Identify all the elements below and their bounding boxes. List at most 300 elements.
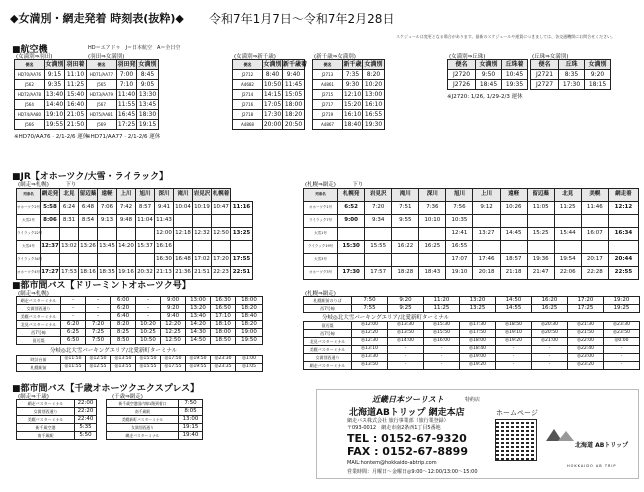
- column-header: 丘珠: [559, 60, 585, 70]
- table-cell: 19:15: [179, 424, 203, 432]
- table-cell: A4682: [233, 80, 263, 90]
- table-cell: 17:25: [117, 120, 136, 128]
- shop-address: 〒093-0012 網走市南2条西1丁目5番地: [347, 425, 441, 431]
- table-cell: [174, 215, 193, 228]
- column-header: 滝川: [392, 189, 419, 202]
- jr-down-caption: (網走⇒札幌) 下り: [18, 182, 77, 188]
- table-header-row: [17, 189, 253, 202]
- table-cell: 19:30: [363, 120, 385, 130]
- table-cell: [117, 228, 136, 241]
- table-cell: 8:20: [111, 321, 136, 329]
- table-cell: 12:10: [343, 90, 362, 98]
- table-cell: 美幌バスターミナル: [17, 416, 75, 424]
- airline-okadama-in-caption: (丘珠⇒女満別): [532, 54, 569, 60]
- table-row: [17, 254, 253, 267]
- table-row: [17, 364, 263, 372]
- table-cell: 18:20: [236, 321, 263, 329]
- table-cell: [419, 228, 446, 241]
- table-cell: -: [136, 305, 161, 313]
- column-header: 女満別: [585, 60, 611, 70]
- table-row: [87, 80, 159, 90]
- table-cell: 5:58: [41, 202, 60, 215]
- table-cell: [41, 254, 60, 267]
- table-cell: -: [496, 346, 532, 354]
- table-cell: 8:31: [60, 215, 79, 228]
- table-cell: J2719: [313, 110, 343, 120]
- table-cell: 11:10: [65, 70, 87, 80]
- table-cell: 9:20: [161, 305, 186, 313]
- table-cell: ◎17:30: [460, 322, 496, 330]
- table-cell: 12:50: [212, 228, 231, 241]
- table-cell: 14:45: [500, 228, 527, 241]
- table-cell: 11:43: [155, 215, 174, 228]
- column-header: 札幌発: [338, 189, 365, 202]
- table-cell: [60, 254, 79, 267]
- table-cell: 10:04: [174, 202, 193, 215]
- table-cell: ライラック22号: [17, 228, 41, 241]
- table-cell: [60, 228, 79, 241]
- airline-haneda-out-footnote: ※HD70/AA76 · 2/1-2/6 運休: [14, 134, 89, 140]
- table-row: [233, 90, 305, 100]
- column-header: 上川: [473, 189, 500, 202]
- table-cell: 22:00: [75, 400, 97, 408]
- shop-registration: 網走バス株式会社 旅行事業部（旅行業登録）: [347, 418, 449, 424]
- table-cell: ◎13:10: [352, 346, 388, 354]
- table-cell: 7:20: [86, 321, 111, 329]
- table-cell: 12:20: [161, 321, 186, 329]
- bus1-out-mid-note: 分岐◎北大雪パーキングエリア/北愛新町ターミナル: [50, 348, 178, 354]
- table-cell: 8:45: [137, 70, 159, 80]
- table-cell: 16:10: [363, 100, 385, 110]
- bus1-out-table: [16, 296, 263, 345]
- table-cell: 西7号線: [304, 305, 352, 313]
- column-header: 新千歳: [343, 60, 362, 68]
- shop-name: 北海道ABトリップ 網走本店: [349, 408, 465, 418]
- table-cell: 11:25: [424, 305, 460, 313]
- table-cell: 11:40: [117, 90, 136, 98]
- table-cell: 7:42: [117, 202, 136, 215]
- table-cell: 13:20: [460, 297, 496, 305]
- bus1-in-table-bottom: [303, 321, 640, 370]
- agency-name: 近畿日本ツーリスト: [372, 395, 444, 404]
- table-cell: ◎13:30: [352, 354, 388, 362]
- table-row: [17, 228, 253, 241]
- table-cell: ◎18:00: [460, 338, 496, 346]
- table-cell: [365, 228, 392, 241]
- table-cell: [193, 241, 212, 254]
- table-cell: 18:35: [98, 267, 117, 280]
- table-cell: 美幌バスターミナル: [304, 346, 352, 354]
- table-row: [107, 424, 203, 432]
- table-cell: 15:37: [136, 241, 155, 254]
- table-cell: 10:35: [446, 215, 473, 228]
- table-cell: 20:18: [473, 267, 500, 280]
- table-cell: 17:10: [211, 313, 236, 321]
- table-row: [304, 322, 640, 330]
- table-cell: 17:20: [568, 297, 604, 305]
- bus1-in-mid-note: 分岐◎北大雪パーキングエリア/北愛新町ターミナル: [322, 315, 450, 321]
- table-cell: [473, 241, 500, 254]
- table-row: [304, 354, 640, 362]
- table-cell: HD71/AA77: [87, 70, 117, 80]
- table-cell: [117, 254, 136, 267]
- bus2-in-table: [106, 399, 203, 440]
- table-cell: J2721: [531, 70, 559, 80]
- table-cell: 14:50: [186, 337, 211, 345]
- table-cell: [136, 228, 155, 241]
- table-cell: 13:00: [363, 90, 385, 100]
- table-cell: ◎21:30: [568, 322, 604, 330]
- table-header-row: [304, 189, 639, 202]
- table-cell: ◎19:20: [496, 338, 532, 346]
- table-cell: 14:40: [45, 100, 64, 108]
- table-cell: 8:50: [111, 337, 136, 345]
- table-cell: 18:10: [211, 321, 236, 329]
- table-cell: 6:25: [61, 329, 86, 337]
- table-cell: [392, 228, 419, 241]
- table-cell: [608, 241, 638, 254]
- table-cell: 16:07: [581, 228, 608, 241]
- column-header: 列車名: [17, 189, 41, 202]
- column-header: 遠軽: [98, 189, 117, 202]
- table-cell: ◎17:50: [161, 356, 186, 364]
- table-cell: ◎19:10: [496, 330, 532, 338]
- bus2-out-table: [16, 399, 97, 440]
- table-cell: 17:55: [231, 254, 253, 267]
- table-cell: 11:20: [424, 297, 460, 305]
- airline-okadama-out-footnote: ※J2720: 1/26, 1/29-2/3 運休: [447, 94, 523, 100]
- table-cell: 16:30: [211, 297, 236, 305]
- table-cell: 8:35: [559, 70, 585, 80]
- table-cell: 9:41: [155, 202, 174, 215]
- table-cell: 美幌新町バスターミナル: [107, 416, 179, 424]
- table-cell: [79, 254, 98, 267]
- table-cell: 18:16: [79, 267, 98, 280]
- table-cell: -: [496, 354, 532, 362]
- table-cell: 11:05: [527, 202, 554, 215]
- airline-haneda-in-footnote: ※HD71/AA77 · 2/1-2/6 運休: [86, 134, 161, 140]
- table-cell: 18:40: [343, 120, 362, 128]
- table-row: [313, 70, 385, 80]
- airline-okadama-in-table: [530, 59, 611, 90]
- table-cell: 16:55: [363, 110, 385, 120]
- airline-legend: HD＝エアドゥ J＝日本航空 A＝全日空: [88, 45, 181, 51]
- table-cell: 10:47: [212, 202, 231, 215]
- table-cell: ◎13:55: [111, 364, 136, 372]
- table-cell: J2713: [313, 70, 343, 80]
- column-header: 女満別: [364, 60, 383, 68]
- table-row: [313, 100, 385, 110]
- table-cell: ◎17:55: [161, 364, 186, 372]
- table-cell: 10:26: [500, 202, 527, 215]
- table-cell: ◎23:35: [211, 364, 236, 372]
- table-cell: ◎23:00: [568, 354, 604, 362]
- table-cell: 北見バスターミナル: [17, 321, 61, 329]
- table-cell: ◎15:30: [424, 322, 460, 330]
- column-header: 美幌: [581, 189, 608, 202]
- table-row: [304, 241, 639, 254]
- shop-fax: FAX : 0152-67-8899: [347, 445, 468, 458]
- table-cell: ◎17:50: [460, 330, 496, 338]
- table-cell: -: [388, 354, 424, 362]
- table-cell: ◎1:05: [236, 364, 263, 372]
- table-cell: 17:30: [263, 110, 282, 118]
- table-cell: 10:20: [363, 80, 385, 90]
- table-cell: [174, 241, 193, 254]
- table-row: [304, 338, 640, 346]
- table-cell: 13:00: [186, 297, 211, 305]
- column-header: 上川: [117, 189, 136, 202]
- agency-sub: 特約店: [465, 397, 481, 403]
- table-cell: 17:07: [446, 254, 473, 267]
- table-cell: 15:40: [65, 90, 87, 100]
- table-cell: 10:50: [263, 80, 282, 88]
- table-row: [15, 80, 87, 90]
- table-cell: [581, 215, 608, 228]
- table-cell: ◎13:50: [352, 362, 388, 370]
- column-header: 岩見沢: [365, 189, 392, 202]
- table-cell: 15:30: [338, 241, 365, 254]
- table-cell: 17:46: [473, 254, 500, 267]
- table-cell: J2717: [313, 100, 343, 110]
- table-cell: ◎12:00: [352, 322, 388, 330]
- table-cell: J562: [15, 80, 45, 90]
- table-cell: ◎12:30: [352, 338, 388, 346]
- table-cell: 9:30: [343, 80, 363, 90]
- table-cell: 15:25: [527, 228, 554, 241]
- table-cell: 7:06: [98, 202, 117, 215]
- table-cell: オホーツク1号: [304, 202, 338, 215]
- table-cell: 留辺蘂: [304, 322, 352, 330]
- table-cell: 5:35: [75, 424, 97, 432]
- table-cell: -: [424, 346, 460, 354]
- table-cell: 18:00: [236, 297, 263, 305]
- table-row: [107, 400, 203, 408]
- table-cell: 留辺蘂: [17, 337, 61, 345]
- section-jr: ■JR【オホーツク/大雪・ライラック】: [12, 172, 169, 182]
- table-cell: [608, 215, 638, 228]
- table-cell: ◎20:50: [532, 330, 568, 338]
- table-cell: ◎1:00: [236, 356, 263, 364]
- table-cell: 9:40: [283, 70, 305, 80]
- column-header: 深川: [155, 189, 174, 202]
- table-cell: -: [604, 346, 640, 354]
- table-cell: J2718: [233, 110, 263, 120]
- brand-sub: HOKKAIDO AB TRIP: [567, 464, 617, 468]
- table-cell: A4868: [233, 120, 263, 130]
- table-cell: 9:20: [388, 297, 424, 305]
- table-cell: 7:50: [86, 337, 111, 345]
- table-cell: 9:55: [392, 215, 419, 228]
- table-row: [17, 305, 263, 313]
- table-cell: ◎15:50: [136, 356, 161, 364]
- table-cell: 19:25: [604, 305, 640, 313]
- table-cell: ◎13:50: [388, 330, 424, 338]
- table-row: [17, 215, 253, 228]
- table-cell: 19:50: [236, 337, 263, 345]
- page-title: ◆女満別・網走発着 時刻表(抜粋)◆: [10, 12, 184, 25]
- table-cell: 12:37: [41, 241, 60, 254]
- table-cell: 札幌駅前のりば: [304, 297, 352, 305]
- table-cell: 12:32: [193, 228, 212, 241]
- table-cell: J2714: [233, 90, 263, 100]
- table-cell: [473, 215, 500, 228]
- table-cell: 15:05: [283, 90, 305, 100]
- table-cell: 大雪2号: [17, 215, 41, 228]
- table-cell: HD72/AA78: [15, 90, 45, 100]
- table-cell: -: [86, 297, 111, 305]
- table-row: [107, 432, 203, 440]
- table-cell: 西7号線: [17, 329, 61, 337]
- table-cell: 9:00: [161, 297, 186, 305]
- table-cell: ◎13:30: [388, 322, 424, 330]
- table-row: [17, 202, 253, 215]
- table-cell: [581, 241, 608, 254]
- table-cell: 18:20: [236, 305, 263, 313]
- column-header: 女満別: [45, 60, 64, 68]
- table-cell: ◎12:20: [352, 330, 388, 338]
- homepage-label: ホームページ: [496, 409, 538, 417]
- table-cell: 17:30: [338, 267, 365, 280]
- table-cell: 7:55: [352, 305, 388, 313]
- column-header: 留辺蘂: [527, 189, 554, 202]
- table-cell: A4861: [313, 80, 343, 90]
- table-cell: [500, 241, 527, 254]
- section-bus-chitose: ■都市間バス【千歳オホーツクエクスプレス】: [12, 384, 200, 394]
- table-cell: 10:20: [136, 321, 161, 329]
- airline-haneda-in-caption: (羽田⇒女満別): [88, 54, 125, 60]
- table-cell: ◎14:00: [388, 338, 424, 346]
- table-cell: 16:50: [211, 305, 236, 313]
- table-cell: -: [136, 297, 161, 305]
- table-cell: 21:18: [500, 267, 527, 280]
- table-cell: 19:36: [527, 254, 554, 267]
- bus1-out-caption: (網走⇒札幌): [18, 291, 49, 297]
- table-cell: [41, 228, 60, 241]
- table-row: [233, 120, 305, 130]
- jr-up-caption: (札幌⇒網走) 下り: [305, 182, 364, 188]
- table-cell: 16:20: [532, 297, 568, 305]
- table-cell: 13:00: [179, 416, 203, 424]
- table-cell: 13:25: [460, 305, 496, 313]
- table-header-row: [87, 60, 159, 70]
- table-cell: 19:00: [236, 329, 263, 337]
- table-row: [448, 80, 528, 90]
- table-cell: 5:50: [75, 432, 97, 440]
- qr-code-icon[interactable]: [495, 419, 537, 461]
- table-cell: [212, 241, 231, 254]
- column-header: 留辺蘂: [79, 189, 98, 202]
- column-header: 便名: [531, 60, 559, 70]
- table-cell: 女満別西通り: [17, 408, 75, 416]
- table-cell: 12:00: [155, 228, 174, 241]
- table-row: [304, 297, 640, 305]
- column-header: 新千歳着: [283, 60, 308, 68]
- table-row: [304, 228, 639, 241]
- table-cell: 13:02: [60, 241, 79, 254]
- table-cell: 21:50: [65, 120, 87, 130]
- table-cell: J567: [87, 100, 117, 110]
- column-header: 遠軽: [500, 189, 527, 202]
- column-header: 旭川: [136, 189, 155, 202]
- table-row: [304, 305, 640, 313]
- table-row: [15, 70, 87, 80]
- bus1-out-tail-table: [16, 355, 263, 372]
- table-cell: -: [61, 305, 86, 313]
- table-row: [87, 70, 159, 80]
- table-row: [17, 400, 97, 408]
- table-cell: 16:40: [65, 100, 87, 110]
- table-cell: A4867: [313, 120, 343, 130]
- airline-okadama-out-caption: (女満別⇒丘珠): [449, 54, 486, 60]
- table-cell: 18:00: [283, 100, 305, 110]
- table-cell: 7:36: [419, 202, 446, 215]
- table-cell: [500, 215, 527, 228]
- table-cell: 10:45: [502, 70, 528, 80]
- table-cell: 10:25: [136, 329, 161, 337]
- bus2-in-caption: (千歳⇒網走): [112, 394, 143, 400]
- table-cell: 女満別西通り: [17, 305, 61, 313]
- table-row: [17, 356, 263, 364]
- column-header: 羽田発: [117, 60, 136, 68]
- table-header-row: [531, 60, 611, 70]
- table-cell: 13:40: [186, 313, 211, 321]
- shop-tel: TEL : 0152-67-9320: [347, 432, 467, 445]
- column-header: 深川: [419, 189, 446, 202]
- table-cell: オホーツク3号: [304, 267, 338, 280]
- table-cell: 19:40: [179, 432, 203, 440]
- table-cell: 11:25: [554, 202, 581, 215]
- table-cell: 網走バスターミナル: [17, 297, 61, 305]
- table-row: [233, 70, 305, 80]
- airline-okadama-out-table: [447, 59, 528, 90]
- table-cell: 19:54: [554, 254, 581, 267]
- table-cell: オホーツク4号: [17, 267, 41, 280]
- table-cell: 20:44: [608, 254, 638, 267]
- table-cell: -: [532, 362, 568, 370]
- table-cell: 7:35: [343, 70, 363, 80]
- table-cell: 網走バスターミナル: [304, 362, 352, 370]
- table-cell: 18:45: [476, 80, 502, 90]
- table-cell: J565: [87, 80, 117, 90]
- table-cell: ◎0:00: [604, 338, 640, 346]
- table-cell: 7:56: [446, 202, 473, 215]
- table-cell: -: [532, 354, 568, 362]
- table-cell: ◎23:30: [604, 322, 640, 330]
- table-cell: J564: [15, 100, 45, 110]
- table-cell: 9:00: [338, 215, 365, 228]
- table-cell: 8:25: [111, 329, 136, 337]
- table-cell: ◎15:50: [424, 330, 460, 338]
- column-header: 女満別: [263, 60, 282, 68]
- table-header-row: [313, 60, 385, 70]
- table-cell: 女満別西通り: [107, 424, 179, 432]
- table-cell: 大雪4号: [17, 241, 41, 254]
- table-row: [313, 120, 385, 130]
- table-cell: J2727: [531, 80, 559, 90]
- table-cell: [136, 254, 155, 267]
- bus2-out-caption: (網走⇒千歳): [18, 394, 49, 400]
- table-cell: 9:25: [388, 305, 424, 313]
- table-cell: ◎12:55: [86, 364, 111, 372]
- brand-name: 北海道 ABトリップ: [575, 442, 629, 449]
- table-cell: 14:50: [496, 297, 532, 305]
- column-header: 女満別: [476, 60, 502, 70]
- table-cell: -: [136, 313, 161, 321]
- table-cell: 10:10: [419, 215, 446, 228]
- table-row: [313, 110, 385, 120]
- table-cell: 18:57: [500, 254, 527, 267]
